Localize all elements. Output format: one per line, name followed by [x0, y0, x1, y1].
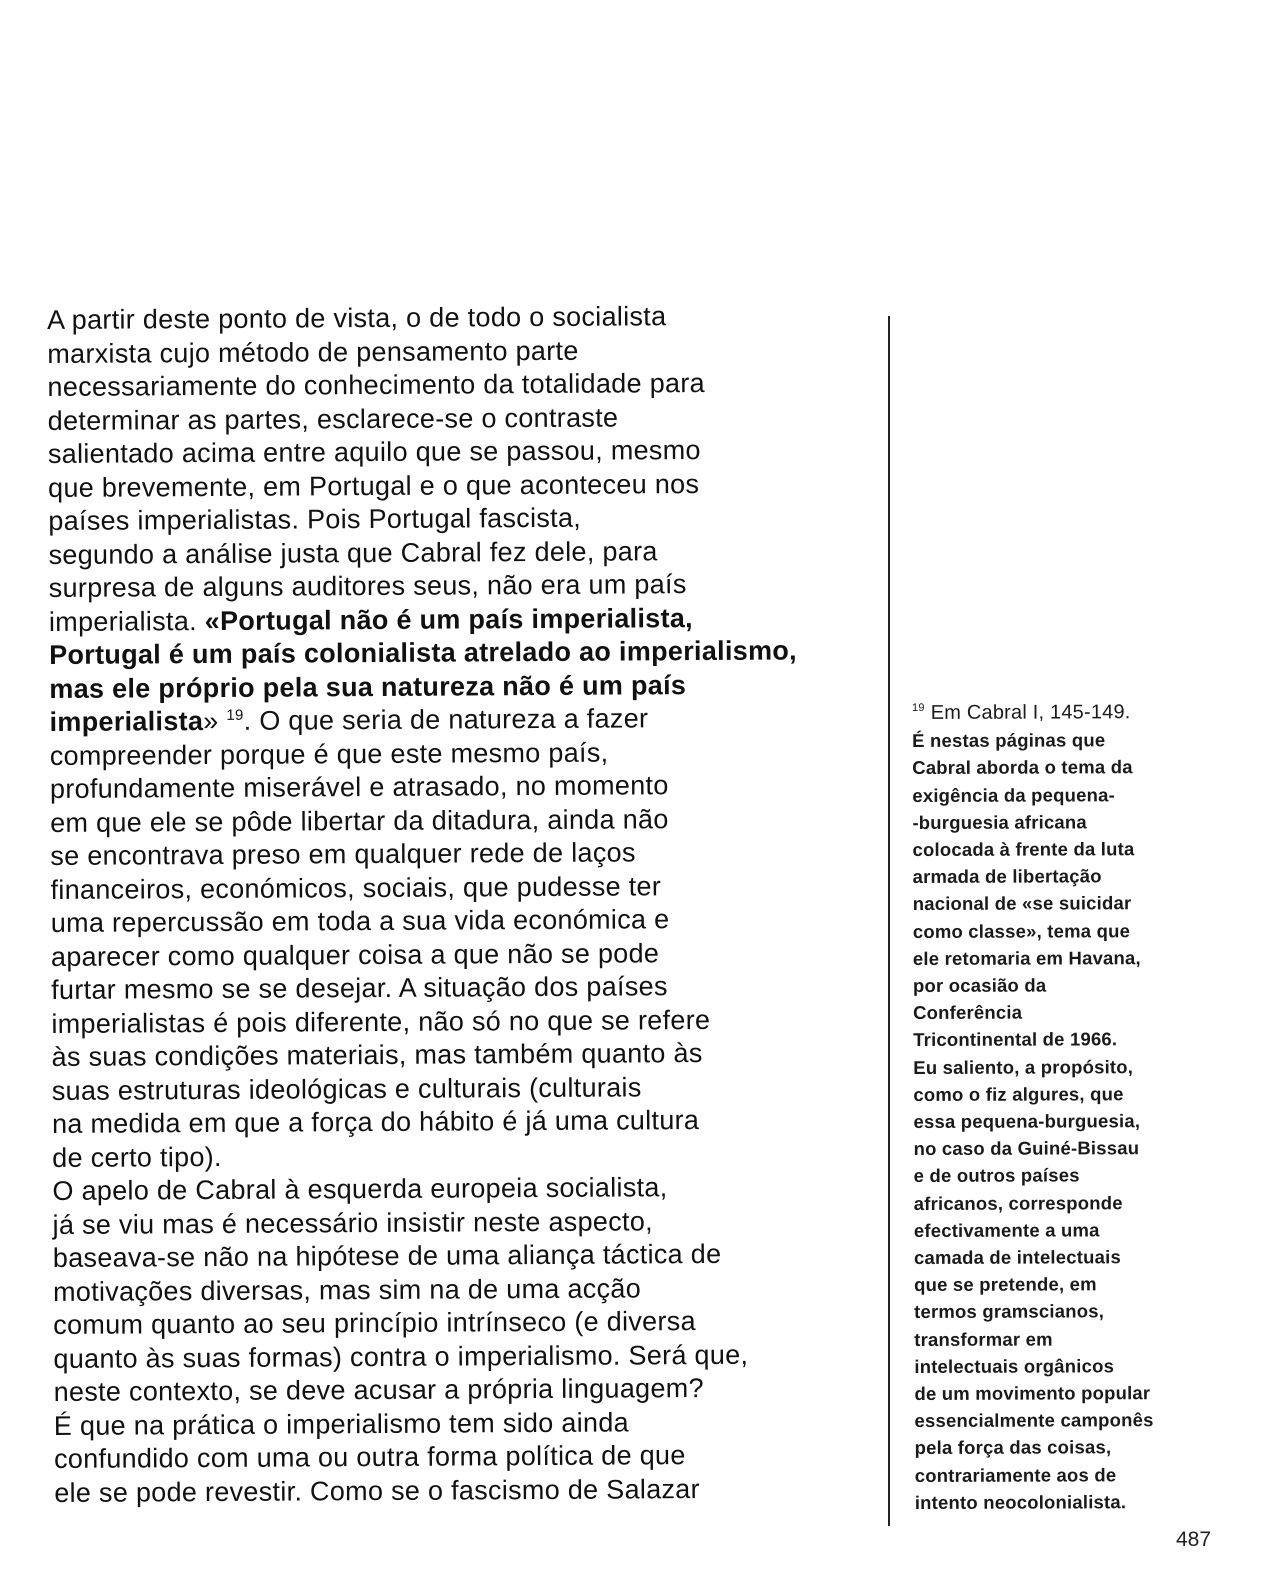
- footnote-line: essa pequena-burguesia,: [913, 1110, 1141, 1133]
- text-line: se encontrava preso em qualquer rede de laços: [50, 837, 636, 871]
- footnote-line: intelectuais orgânicos: [914, 1355, 1115, 1377]
- text-line: compreender porque é que este mesmo país,: [49, 737, 609, 771]
- text-fragment: imperialista.: [48, 605, 205, 637]
- footnote-first-line: [912, 699, 1232, 727]
- footnote-line: como o fiz algures, que: [913, 1083, 1124, 1105]
- footnote-line: Conferência: [913, 1001, 1023, 1024]
- column-divider: [888, 316, 890, 1526]
- text-line: que brevemente, em Portugal e o que aconteceu nos: [48, 468, 700, 503]
- footnote-citation: Em Cabral I, 145-149.: [930, 701, 1131, 724]
- footnote-line: Eu saliento, a propósito,: [913, 1055, 1134, 1078]
- text-line: determinar as partes, esclarece-se o contraste: [47, 402, 619, 436]
- footnote-line: transformar em: [914, 1328, 1053, 1350]
- footnote-line: e de outros países: [913, 1164, 1080, 1187]
- footnote-line: Cabral aborda o tema da: [912, 756, 1133, 779]
- quote-close-mark: »: [203, 705, 219, 737]
- text-line: salientado acima entre aquilo que se passou, mesmo: [47, 435, 701, 469]
- text-line-with-quote-end: [49, 701, 879, 740]
- text-line: uma repercussão em toda a sua vida económica e: [50, 904, 670, 938]
- text-line: às suas condições materiais, mas também quanto às: [51, 1038, 703, 1072]
- text-line: surpresa de alguns auditores seus, não era um país: [48, 569, 687, 603]
- quote-text: imperialista: [49, 706, 204, 737]
- text-line: furtar mesmo se se desejar. A situação dos países: [51, 971, 668, 1005]
- text-line: necessariamente do conhecimento da totalidade para: [47, 367, 706, 402]
- text-line: marxista cujo método de pensamento parte: [47, 335, 579, 369]
- footnote-line: efectivamente a uma: [913, 1219, 1100, 1241]
- footnote-line: exigência da pequena-: [912, 783, 1115, 806]
- footnote-line: colocada à frente da luta: [912, 838, 1135, 861]
- text-line: financeiros, económicos, sociais, que pudesse ter: [50, 870, 662, 905]
- footnote-marker: 19: [912, 702, 925, 715]
- text-line: confundido com uma ou outra forma política de que: [53, 1440, 686, 1474]
- text-line: comum quanto ao seu princípio intrínseco (e diversa: [53, 1306, 696, 1340]
- text-line: baseava-se não na hipótese de uma aliança táctica de: [52, 1238, 722, 1273]
- footnote-line: armada de libertação: [912, 865, 1102, 888]
- quote-text: Portugal não é um país imperialista,: [219, 602, 694, 636]
- text-line: profundamente miserável e atrasado, no momento: [49, 770, 669, 804]
- text-line: de certo tipo).: [52, 1141, 222, 1173]
- footnote-line: nacional de «se suicidar: [912, 892, 1132, 915]
- text-line-with-quote-start: [49, 600, 879, 639]
- main-text-column: [47, 299, 884, 1510]
- text-line: aparecer como qualquer coisa a que não se pode: [50, 937, 660, 972]
- text-line: segundo a análise justa que Cabral fez dele, para: [48, 535, 658, 570]
- footnote-line: africanos, corresponde: [913, 1191, 1123, 1214]
- text-line: suas estruturas ideológicas e culturais (culturais: [51, 1071, 642, 1106]
- footnote-line: ele retomaria em Havana,: [912, 947, 1141, 969]
- footnote-line: camada de intelectuais: [913, 1246, 1121, 1269]
- footnote-line: como classe», tema que: [912, 919, 1131, 942]
- text-line: O apelo de Cabral à esquerda europeia socialista,: [52, 1172, 668, 1206]
- footnote-line: termos gramscianos,: [914, 1300, 1105, 1323]
- footnote-line: contrariamente aos de: [914, 1463, 1117, 1486]
- footnote-line: no caso da Guiné-Bissau: [913, 1137, 1140, 1160]
- footnote-line: É nestas páginas que: [912, 729, 1106, 752]
- footnote-line: pela força das coisas,: [914, 1436, 1112, 1459]
- text-line: imperialistas é pois diferente, não só no que se refere: [51, 1004, 711, 1039]
- quote-line: Portugal é um país colonialista atrelado ao imperialismo,: [49, 635, 798, 670]
- text-line: É que na prática o imperialismo tem sido ainda: [53, 1406, 630, 1441]
- text-line: quanto às suas formas) contra o imperialismo. Será que,: [53, 1339, 749, 1374]
- footnote-line: essencialmente camponês: [914, 1409, 1154, 1432]
- text-line: em que ele se pôde libertar da ditadura, ainda não: [50, 803, 669, 838]
- quote-line: mas ele próprio pela sua natureza não é um país: [49, 669, 687, 704]
- footnote-column: [912, 699, 1235, 1516]
- footnote-line: que se pretende, em: [914, 1273, 1097, 1296]
- quote-open-mark: «: [204, 605, 221, 636]
- text-fragment: . O que seria de natureza a fazer: [243, 703, 649, 736]
- text-line: na medida em que a força do hábito é já uma cultura: [51, 1105, 700, 1139]
- footnote-line: Tricontinental de 1966.: [913, 1028, 1118, 1051]
- footnote-line: por ocasião da: [912, 974, 1047, 997]
- footnote-reference[interactable]: 19: [226, 706, 244, 724]
- footnote-line: intento neocolonialista.: [914, 1491, 1127, 1513]
- text-line: neste contexto, se deve acusar a própria linguagem?: [53, 1373, 704, 1407]
- page-number: 487: [1176, 1528, 1212, 1551]
- text-line: já se viu mas é necessário insistir neste aspecto,: [52, 1205, 653, 1240]
- text-line: motivações diversas, mas sim na de uma acção: [52, 1272, 642, 1307]
- footnote-line: -burguesia africana: [912, 811, 1087, 833]
- text-line: ele se pode revestir. Como se o fascismo de Salazar: [54, 1473, 700, 1508]
- text-line: A partir deste ponto de vista, o de todo o socialista: [47, 301, 667, 335]
- footnote-line: de um movimento popular: [914, 1382, 1151, 1405]
- text-line: países imperialistas. Pois Portugal fascista,: [48, 502, 582, 536]
